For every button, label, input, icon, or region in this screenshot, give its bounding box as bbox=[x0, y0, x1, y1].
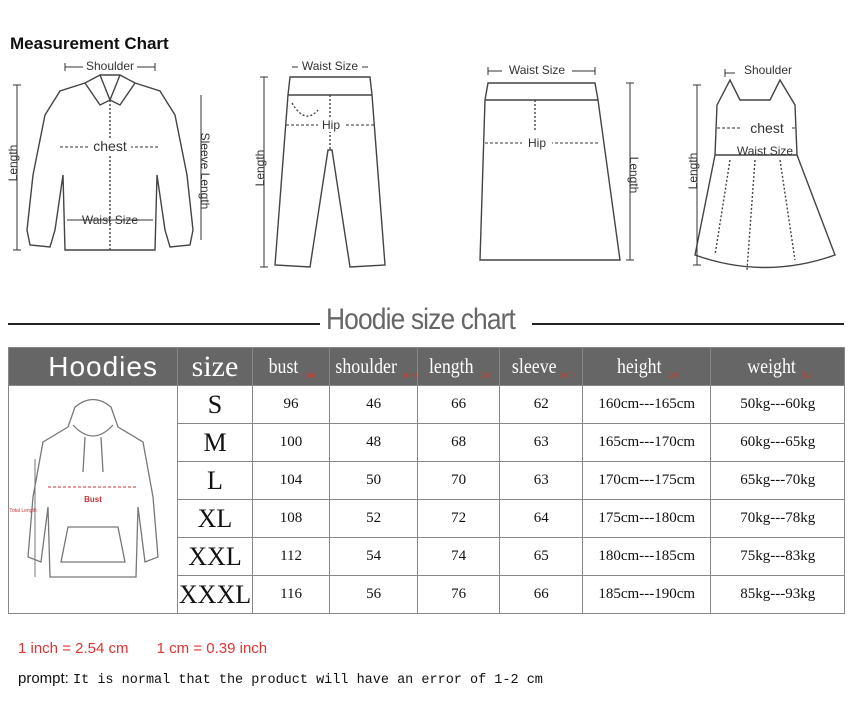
length-cell: 74 bbox=[417, 538, 500, 576]
shirt-waist-label: Waist Size bbox=[81, 213, 139, 227]
sleeve-cell: 65 bbox=[500, 538, 583, 576]
divider-rule-left bbox=[8, 323, 320, 325]
skirt-length-label: Length bbox=[627, 156, 641, 194]
skirt-diagram bbox=[470, 55, 645, 285]
divider-rule-right bbox=[532, 323, 844, 325]
weight-cell: 65kg---70kg bbox=[711, 462, 845, 500]
weight-cell: 75kg---83kg bbox=[711, 538, 845, 576]
height-cell: 170cm---175cm bbox=[583, 462, 711, 500]
size-cell: XXXL bbox=[178, 576, 253, 614]
shoulder-cell: 52 bbox=[330, 500, 418, 538]
size-cell: M bbox=[178, 424, 253, 462]
height-cell: 160cm---165cm bbox=[583, 386, 711, 424]
corner-header: Hoodies bbox=[9, 348, 178, 386]
weight-cell: 60kg---65kg bbox=[711, 424, 845, 462]
bust-cell: 108 bbox=[252, 500, 329, 538]
sleeve-cell: 62 bbox=[500, 386, 583, 424]
height-cell: 185cm---190cm bbox=[583, 576, 711, 614]
shoulder-cell: 54 bbox=[330, 538, 418, 576]
length-cell: 72 bbox=[417, 500, 500, 538]
hoodie-drawing bbox=[9, 387, 173, 607]
bust-cell: 112 bbox=[252, 538, 329, 576]
shoulder-cell: 56 bbox=[330, 576, 418, 614]
section-divider bbox=[0, 303, 850, 343]
shoulder-cell: 50 bbox=[330, 462, 418, 500]
skirt-waist-label: Waist Size bbox=[508, 63, 566, 77]
prompt-note bbox=[18, 670, 543, 688]
height-cell: 180cm---185cm bbox=[583, 538, 711, 576]
skirt-hip-label: Hip bbox=[527, 136, 547, 150]
size-cell: XL bbox=[178, 500, 253, 538]
pants-length-label: Length bbox=[253, 149, 267, 187]
hoodie-length-label: Total Length bbox=[9, 508, 37, 514]
sleeve-cell: 63 bbox=[500, 462, 583, 500]
shirt-diagram bbox=[5, 55, 215, 285]
inch-conversion: 1 inch = 2.54 cm bbox=[18, 640, 129, 657]
table-header-row bbox=[9, 348, 845, 386]
dress-waist-label: Waist Size bbox=[736, 144, 794, 158]
height-cell: 165cm---170cm bbox=[583, 424, 711, 462]
bust-cell: 96 bbox=[252, 386, 329, 424]
shirt-length-label: Length bbox=[6, 144, 20, 182]
section-title: Hoodie size chart bbox=[326, 303, 516, 336]
shirt-sleeve-label: Sleeve Length bbox=[198, 132, 212, 210]
length-cell: 76 bbox=[417, 576, 500, 614]
pants-diagram bbox=[250, 55, 400, 285]
bust-cell: 116 bbox=[252, 576, 329, 614]
sleeve-cell: 64 bbox=[500, 500, 583, 538]
dress-length-label: Length bbox=[686, 152, 700, 190]
sleeve-cell: 63 bbox=[500, 424, 583, 462]
shirt-shoulder-label: Shoulder bbox=[85, 59, 135, 73]
hoodie-bust-label: Bust bbox=[84, 495, 102, 504]
length-cell: 70 bbox=[417, 462, 500, 500]
weight-cell: 85kg---93kg bbox=[711, 576, 845, 614]
weight-cell: 50kg---60kg bbox=[711, 386, 845, 424]
weight-cell: 70kg---78kg bbox=[711, 500, 845, 538]
shoulder-cell: 48 bbox=[330, 424, 418, 462]
table-row bbox=[9, 386, 845, 424]
size-cell: XXL bbox=[178, 538, 253, 576]
column-header-weight: weight (kg) bbox=[711, 348, 845, 386]
size-table bbox=[8, 347, 845, 614]
pants-waist-label: Waist Size bbox=[301, 59, 359, 73]
dress-shoulder-label: Shoulder bbox=[743, 63, 793, 77]
length-cell: 66 bbox=[417, 386, 500, 424]
size-cell: L bbox=[178, 462, 253, 500]
prompt-text: It is normal that the product will have an error of 1-2 cm bbox=[73, 673, 543, 688]
length-cell: 68 bbox=[417, 424, 500, 462]
pants-hip-label: Hip bbox=[321, 118, 341, 132]
shoulder-cell: 46 bbox=[330, 386, 418, 424]
column-header-sleeve: sleeve (cm) bbox=[500, 348, 583, 386]
garment-diagrams bbox=[0, 55, 850, 285]
cm-conversion: 1 cm = 0.39 inch bbox=[156, 640, 268, 657]
sleeve-cell: 66 bbox=[500, 576, 583, 614]
dress-chest-label: chest bbox=[750, 120, 784, 136]
column-header-length: length (cm) bbox=[417, 348, 500, 386]
conversion-note bbox=[18, 640, 267, 657]
height-cell: 175cm---180cm bbox=[583, 500, 711, 538]
column-header-height: height (cm) bbox=[583, 348, 711, 386]
hoodie-image bbox=[9, 386, 178, 614]
bust-cell: 100 bbox=[252, 424, 329, 462]
shirt-chest-label: chest bbox=[93, 138, 127, 154]
column-header-bust: bust (cm) bbox=[252, 348, 329, 386]
measurement-chart-title: Measurement Chart bbox=[10, 34, 169, 53]
size-header: size bbox=[178, 348, 253, 386]
prompt-label: prompt: bbox=[18, 670, 69, 687]
bust-cell: 104 bbox=[252, 462, 329, 500]
column-header-shoulder: shoulder (cm) bbox=[330, 348, 418, 386]
size-cell: S bbox=[178, 386, 253, 424]
dress-diagram bbox=[685, 55, 845, 285]
